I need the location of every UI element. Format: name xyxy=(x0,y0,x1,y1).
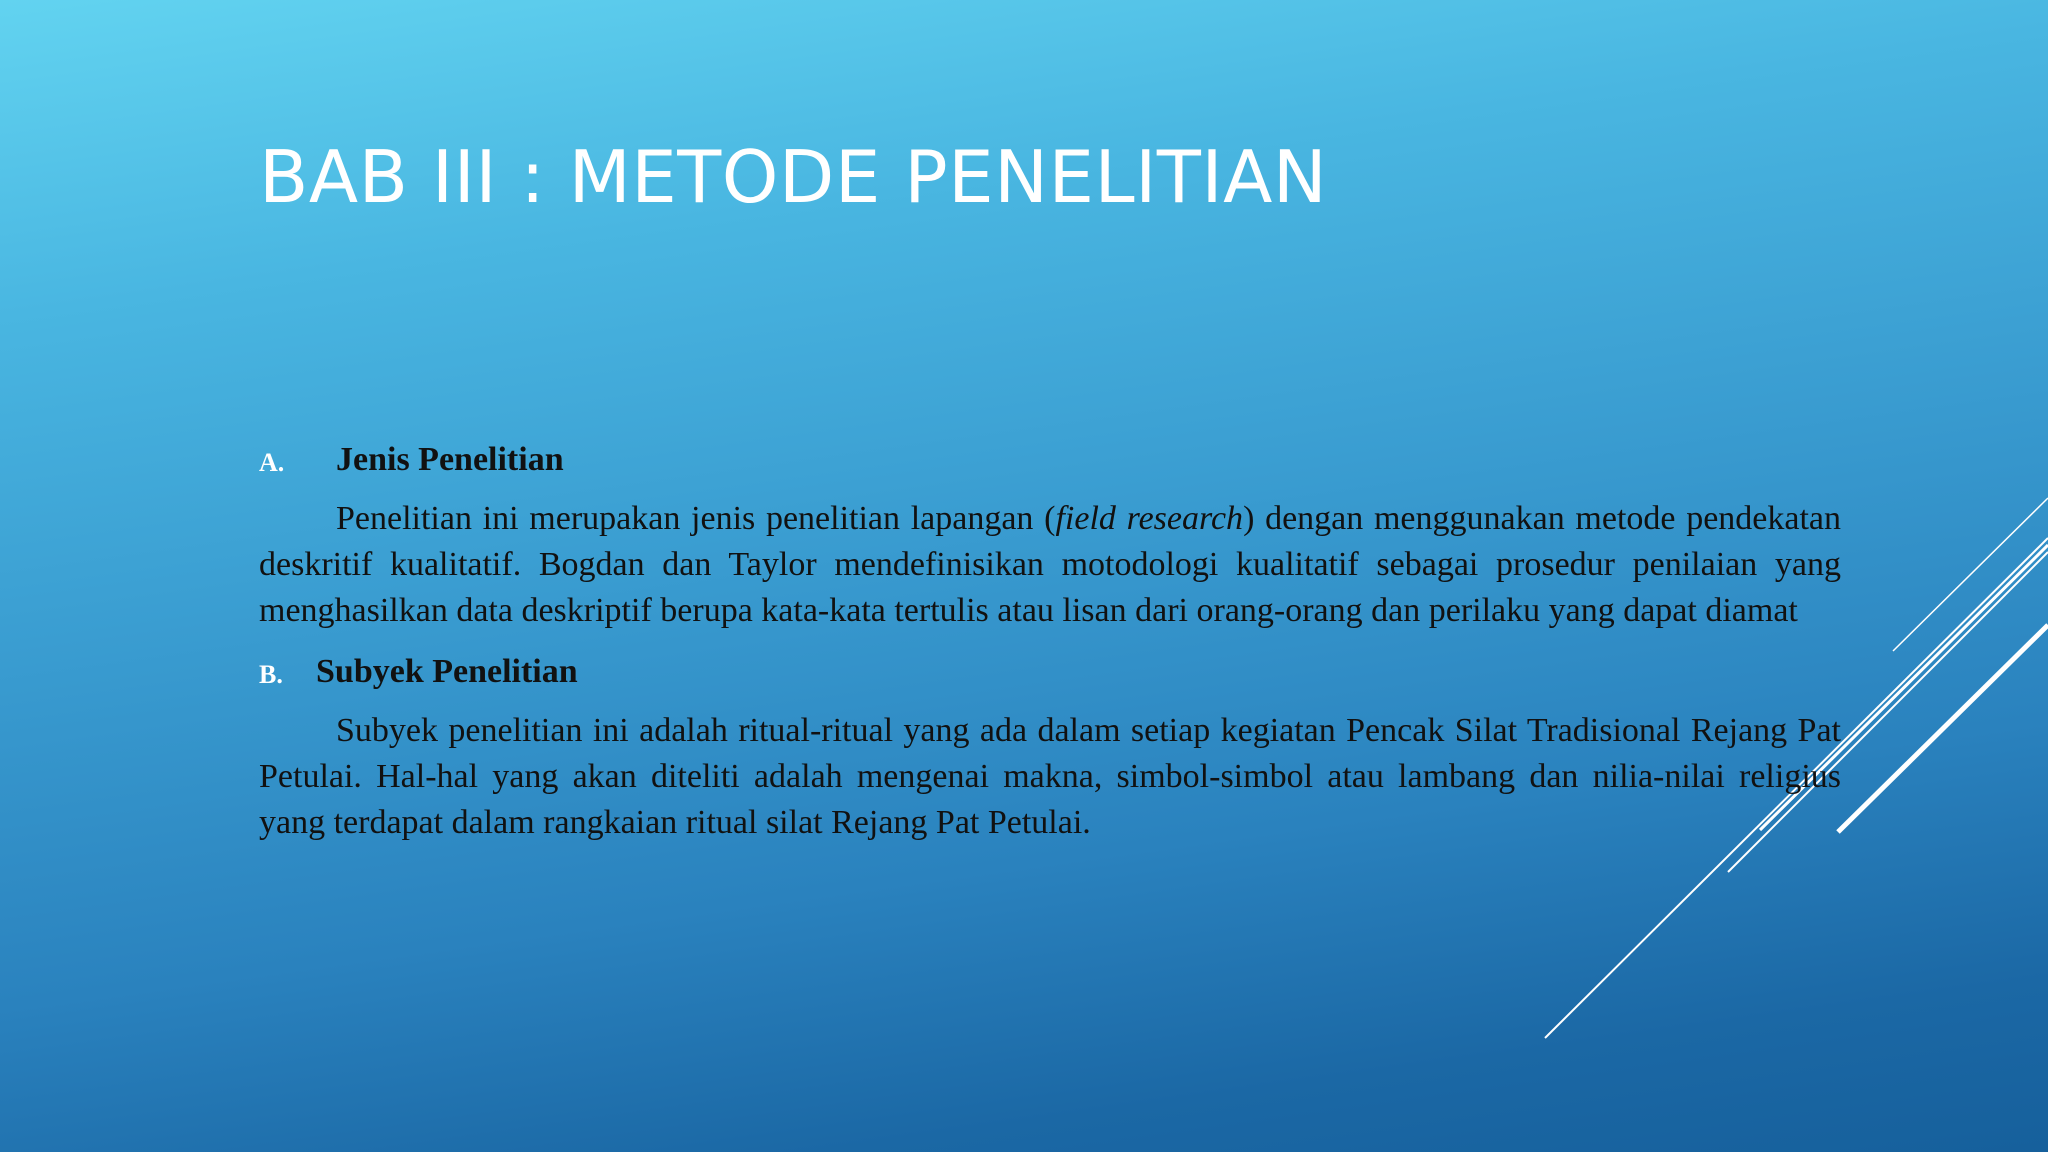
list-marker-b: B. xyxy=(259,660,283,689)
slide-body xyxy=(259,434,1841,846)
section-spacer xyxy=(259,634,1841,646)
slide-title: BAB III : METODE PENELITIAN xyxy=(259,135,1328,219)
section-heading-b xyxy=(259,646,1841,698)
section-heading-a xyxy=(259,434,1841,486)
section-heading-text-b: Subyek Penelitian xyxy=(316,653,578,690)
section-paragraph-a xyxy=(259,496,1841,634)
paragraph-a-text-end: ) dengan menggunakan metode pendekatan deskritif kualitatif. Bogdan dan Taylor mendefinisikan motodologi kualitatif sebagai prosedur penilaian yang menghasilkan data deskriptif berupa kata-kata tertulis atau lisan dari orang-orang dan perilaku yang dapat diamat xyxy=(259,500,1842,629)
paragraph-a-text-start: Penelitian ini merupakan jenis penelitian lapangan ( xyxy=(336,500,1056,537)
section-heading-text-a: Jenis Penelitian xyxy=(336,441,564,478)
paragraph-a-italic-term: field research xyxy=(1055,500,1244,537)
list-marker-a: A. xyxy=(259,448,285,477)
section-paragraph-b: Subyek penelitian ini adalah ritual-ritual yang ada dalam setiap kegiatan Pencak Silat Tradisional Rejang Pat Petulai. Hal-hal yang akan diteliti adalah mengenai makna, simbol-simbol atau lambang dan nilia-nilai religius yang terdapat dalam rangkaian ritual silat Rejang Pat Petulai. xyxy=(259,712,1841,841)
